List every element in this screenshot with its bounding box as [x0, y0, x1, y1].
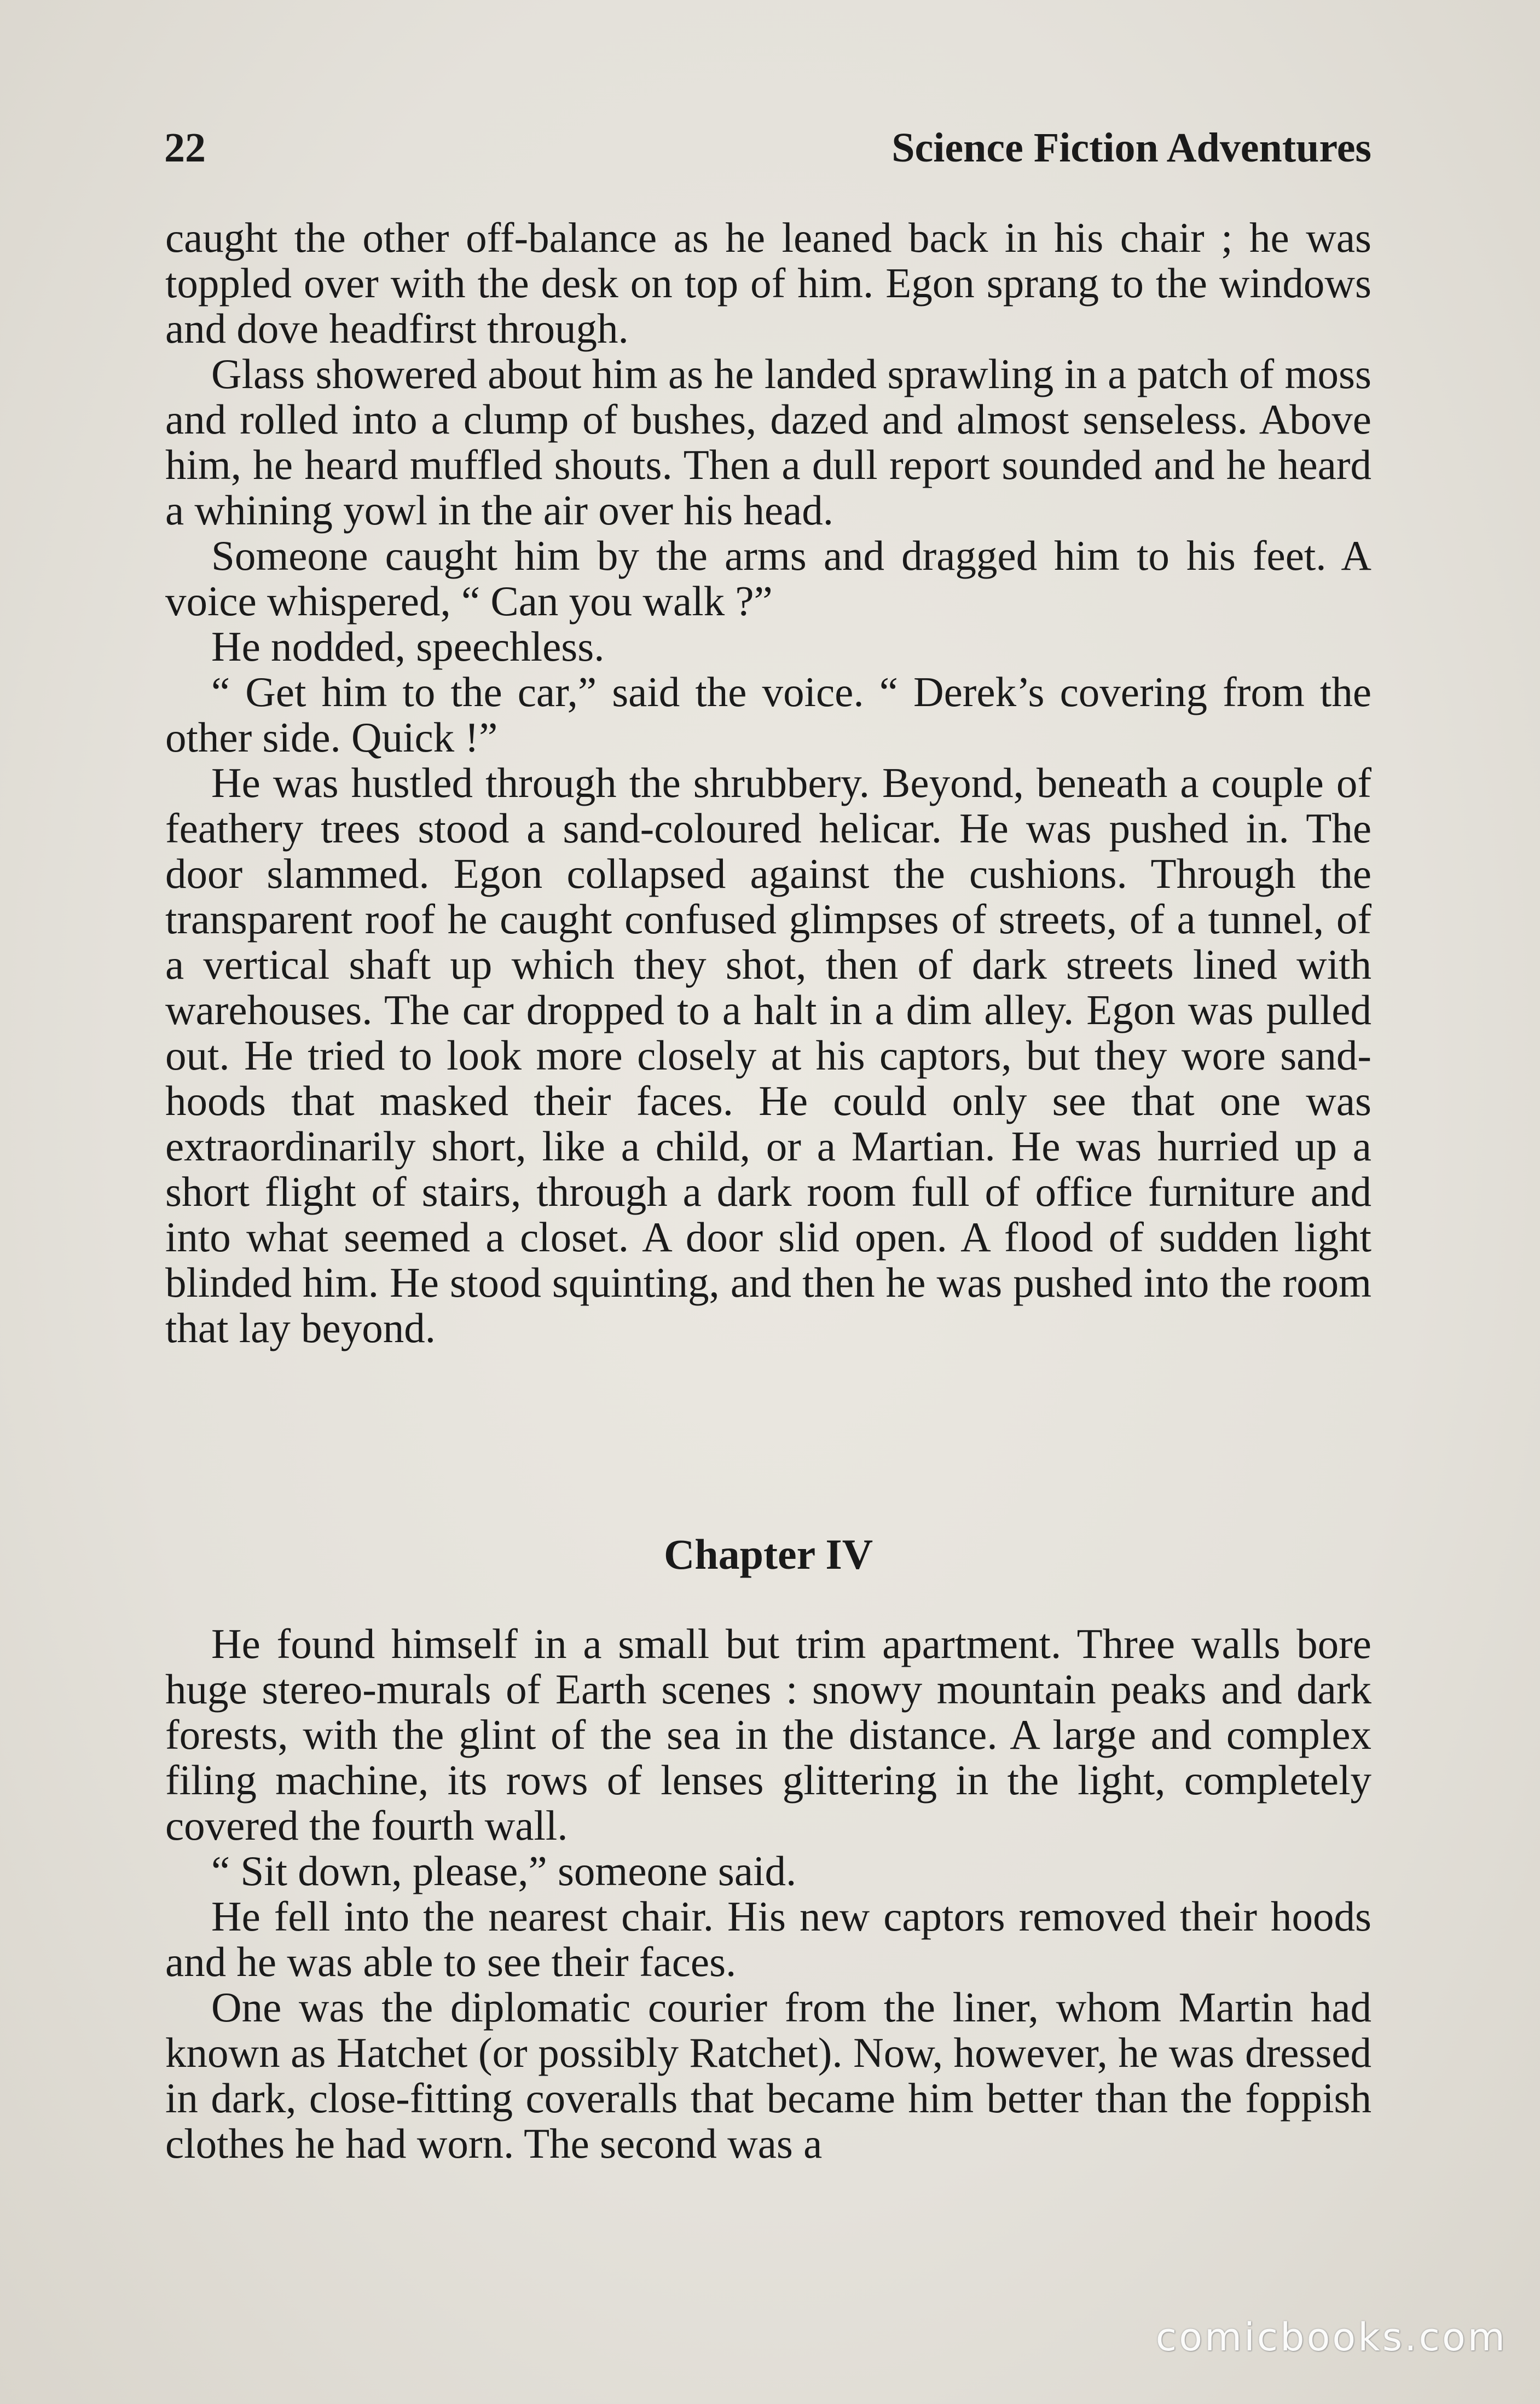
running-title: Science Fiction Adventures [891, 125, 1371, 171]
paragraph: “ Get him to the car,” said the voice. “ Derek’s covering from the other side. Quick !” [165, 668, 1371, 761]
paragraph: He found himself in a small but trim apartment. Three walls bore huge stereo-murals of Earth scenes : snowy mountain peaks and dark forests, with the glint of the sea in the distance. A large and complex filing machine, its rows of lenses glittering in the light, completely covered the fourth wall. [165, 1620, 1371, 1849]
body-text-chapter-four [165, 1621, 1371, 2166]
paragraph: He nodded, speechless. [211, 623, 605, 670]
page-number: 22 [164, 125, 206, 171]
paragraph: One was the diplomatic courier from the liner, whom Martin had known as Hatchet (or possibly Ratchet). Now, however, he was dressed in dark, close-fitting coveralls that became him better than the foppish clothes he had worn. The second was a [165, 1984, 1371, 2167]
paragraph: “ Sit down, please,” someone said. [211, 1847, 797, 1894]
paragraph: caught the other off-balance as he leaned back in his chair ; he was toppled over with the desk on top of him. Egon sprang to the windows and dove headfirst through. [165, 214, 1371, 352]
running-head [164, 122, 1371, 174]
body-text-before-chapter [165, 215, 1371, 1351]
chapter-heading: Chapter IV [663, 1530, 873, 1578]
paragraph: Someone caught him by the arms and dragged him to his feet. A voice whispered, “ Can you walk ?” [165, 532, 1371, 625]
paragraph: He was hustled through the shrubbery. Beyond, beneath a couple of feathery trees stood a sand-coloured helicar. He was pushed in. The door slammed. Egon collapsed against the cushions. Through the transparent roof he caught confused glimpses of streets, of a tunnel, of a vertical shaft up which they shot, then of dark streets lined with warehouses. The car dropped to a halt in a dim alley. Egon was pulled out. He tried to look more closely at his captors, but they wore sand-hoods that masked their faces. He could only see that one was extraordinarily short, like a child, or a Martian. He was hurried up a short flight of stairs, through a dark room full of office furniture and into what seemed a closet. A door slid open. A flood of sudden light blinded him. He stood squinting, and then he was pushed into the room that lay beyond. [165, 759, 1371, 1351]
paragraph: Glass showered about him as he landed sprawling in a patch of moss and rolled into a clump of bushes, dazed and almost senseless. Above him, he heard muffled shouts. Then a dull report sounded and he heard a whining yowl in the air over his head. [165, 350, 1371, 534]
paragraph: He fell into the nearest chair. His new captors removed their hoods and he was able to see their faces. [165, 1893, 1371, 1985]
watermark: comicbooks.com [1155, 2315, 1507, 2360]
